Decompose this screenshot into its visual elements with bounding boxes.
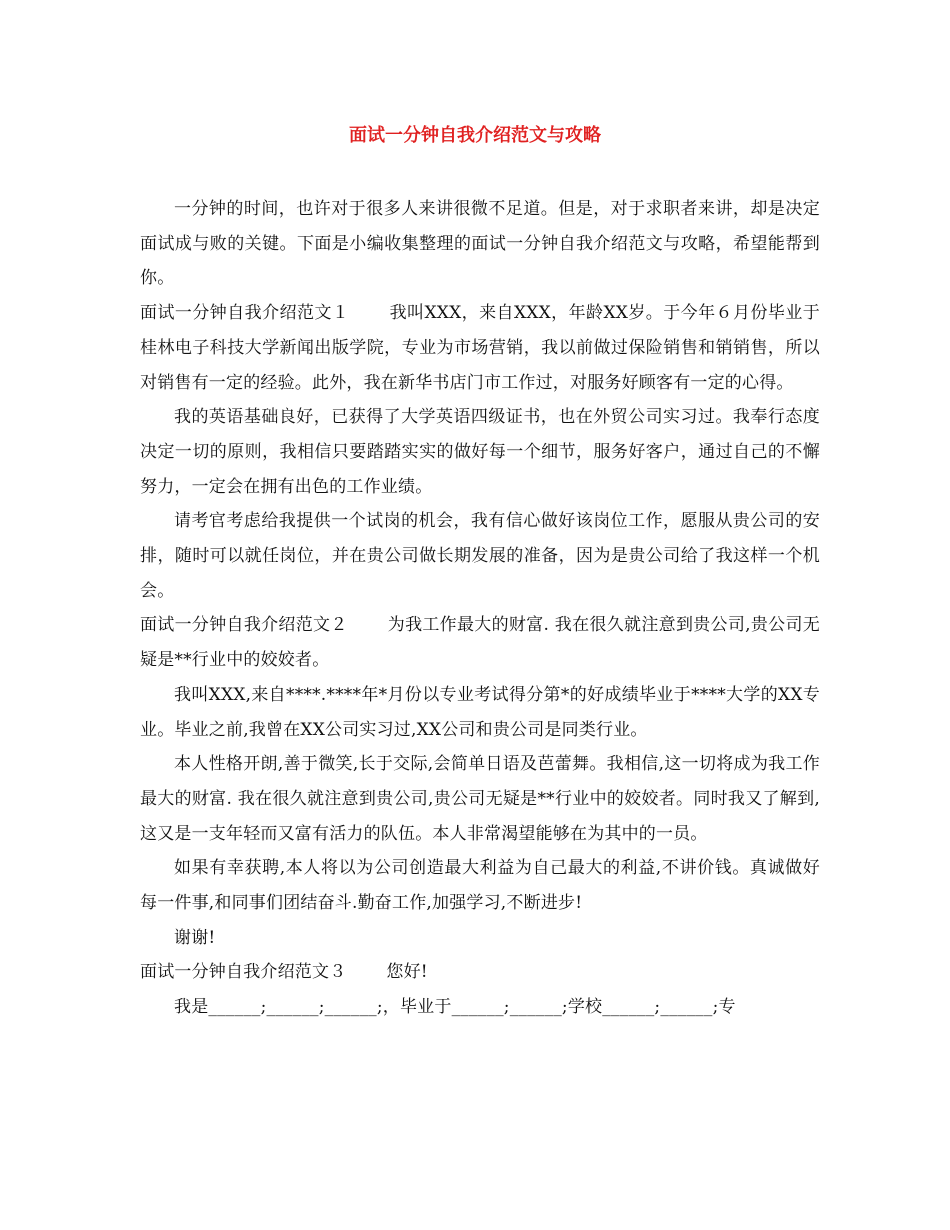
sample3-lead: 您好! <box>386 962 428 983</box>
sample2-lead: 为我工作最大的财富. 我在很久就注意到贵公司,贵公司无疑是**行业中的姣姣者。 <box>140 615 820 671</box>
sample1-p2: 我的英语基础良好，已获得了大学英语四级证书，也在外贸公司实习过。我奉行态度决定一切的原则，我相信只要踏踏实实的做好每一个细节，服务好客户，通过自己的不懈努力，一定会在拥有出色的工作业绩。 <box>140 407 820 497</box>
sample3-heading: 面试一分钟自我介绍范文３ <box>140 962 347 983</box>
sample2-p2: 我叫XXX,来自****.****年*月份以专业考试得分第*的好成绩毕业于****大学的XX专业。毕业之前,我曾在XX公司实习过,XX公司和贵公司是同类行业。 <box>140 684 820 740</box>
sample3-paragraph <box>140 955 820 990</box>
document-title: 面试一分钟自我介绍范文与攻略 <box>349 125 601 146</box>
sample2-p3: 本人性格开朗,善于微笑,长于交际,会简单日语及芭蕾舞。我相信,这一切将成为我工作最大的财富. 我在很久就注意到贵公司,贵公司无疑是**行业中的姣姣者。同时我又了解到,这又是一支年轻而又富有活力的队伍。本人非常渴望能够在为其中的一员。 <box>140 754 820 844</box>
sample1-lead: 我叫XXX，来自XXX，年龄XX岁。于今年６月份毕业于桂林电子科技大学新闻出版学院，专业为市场营销，我以前做过保险销售和销销售，所以对销售有一定的经验。此外，我在新华书店门市工作过，对服务好顾客有一定的心得。 <box>140 303 820 393</box>
sample1-paragraph <box>140 296 820 400</box>
sample1-p3: 请考官考虑给我提供一个试岗的机会，我有信心做好该岗位工作，愿服从贵公司的安排，随时可以就任岗位，并在贵公司做长期发展的准备，因为是贵公司给了我这样一个机会。 <box>140 511 820 601</box>
sample3-p2: 我是______;______;______;，毕业于______;______;学校______;______;专 <box>174 997 736 1018</box>
intro-paragraph: 一分钟的时间，也许对于很多人来讲很微不足道。但是，对于求职者来讲，却是决定面试成与败的关键。下面是小编收集整理的面试一分钟自我介绍范文与攻略，希望能帮到你。 <box>140 199 820 289</box>
sample1-heading: 面试一分钟自我介绍范文１ <box>140 303 350 324</box>
sample2-p5: 谢谢! <box>174 927 216 948</box>
document-body <box>140 192 820 1025</box>
sample2-paragraph <box>140 608 820 677</box>
sample2-heading: 面试一分钟自我介绍范文２ <box>140 615 348 636</box>
sample2-p4: 如果有幸获聘,本人将以为公司创造最大利益为自己最大的利益,不讲价钱。真诚做好每一件事,和同事们团结奋斗.勤奋工作,加强学习,不断进步! <box>140 858 820 914</box>
